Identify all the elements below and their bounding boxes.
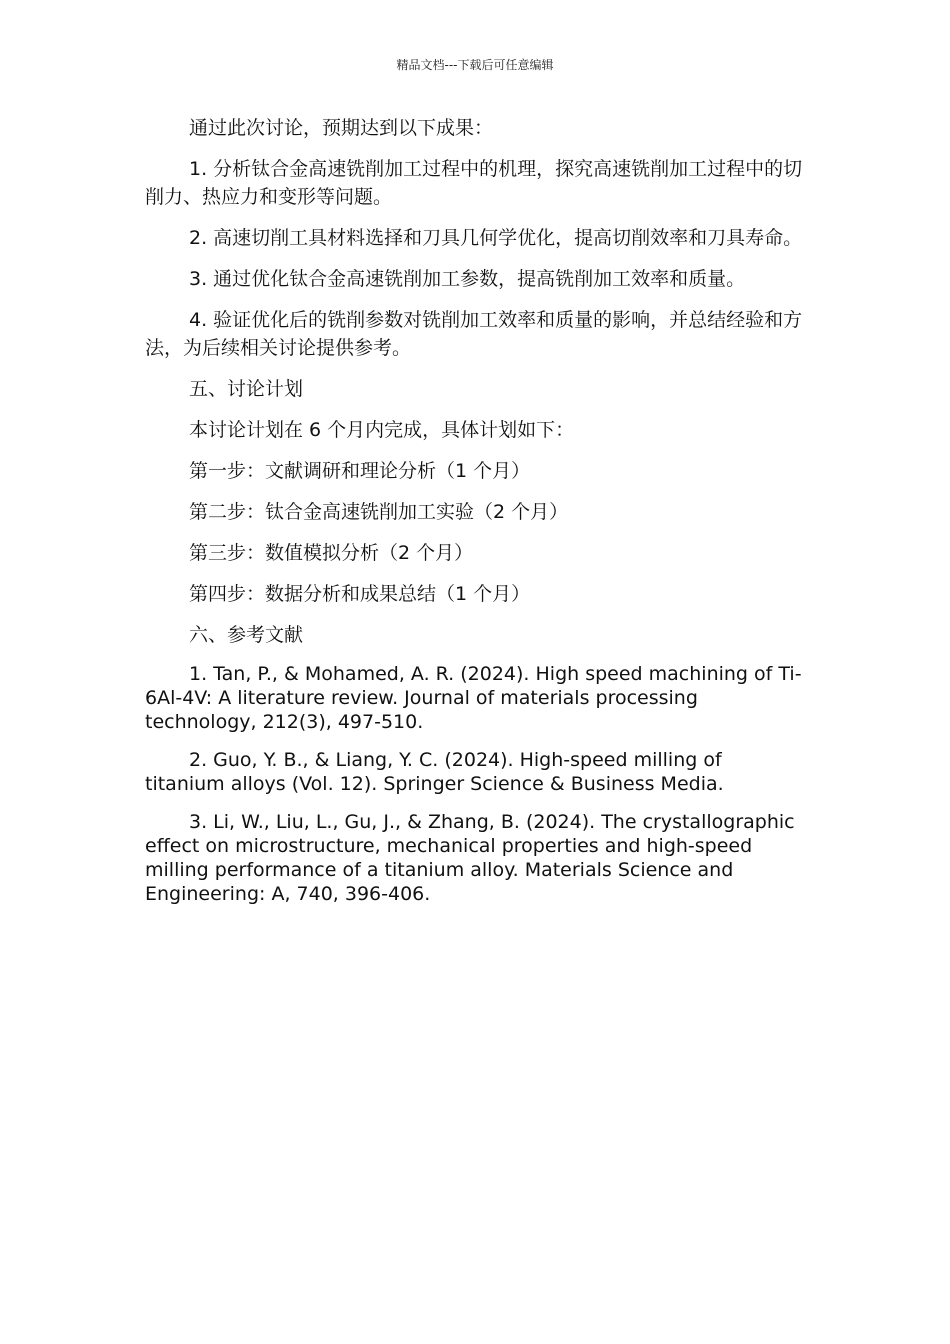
page-header: 精品文档---下载后可任意编辑 bbox=[396, 58, 554, 72]
section-heading-references: 六、参考文献 bbox=[189, 624, 304, 646]
document-body bbox=[145, 114, 805, 920]
reference-2: 2. Guo, Y. B., & Liang, Y. C. (2024). High-speed milling of titanium alloys (Vol. 12). Springer Science & Business Media. bbox=[145, 749, 724, 795]
plan-step-4: 第四步：数据分析和成果总结（1 个月） bbox=[189, 583, 531, 605]
outcome-item-2: 2. 高速切削工具材料选择和刀具几何学优化，提高切削效率和刀具寿命。 bbox=[189, 227, 803, 249]
reference-3: 3. Li, W., Liu, L., Gu, J., & Zhang, B. (2024). The crystallographic effect on microstructure, mechanical properties and high-speed milling performance of a titanium alloy. Materials Science and Engineering: A, 740, 396-406. bbox=[145, 811, 795, 905]
plan-step-1: 第一步：文献调研和理论分析（1 个月） bbox=[189, 460, 531, 482]
outcome-item-3: 3. 通过优化钛合金高速铣削加工参数，提高铣削加工效率和质量。 bbox=[189, 268, 746, 290]
outcome-item-4: 4. 验证优化后的铣削参数对铣削加工效率和质量的影响，并总结经验和方法，为后续相关讨论提供参考。 bbox=[145, 309, 803, 359]
reference-1: 1. Tan, P., & Mohamed, A. R. (2024). High speed machining of Ti-6Al-4V: A literature review. Journal of materials processing technology, 212(3), 497-510. bbox=[145, 663, 802, 733]
plan-step-3: 第三步：数值模拟分析（2 个月） bbox=[189, 542, 474, 564]
intro-paragraph: 通过此次讨论，预期达到以下成果： bbox=[189, 117, 494, 139]
outcome-item-1: 1. 分析钛合金高速铣削加工过程中的机理，探究高速铣削加工过程中的切削力、热应力和变形等问题。 bbox=[145, 158, 803, 208]
plan-step-2: 第二步：钛合金高速铣削加工实验（2 个月） bbox=[189, 501, 569, 523]
section-heading-plan: 五、讨论计划 bbox=[189, 378, 304, 400]
plan-summary: 本讨论计划在 6 个月内完成，具体计划如下： bbox=[189, 419, 575, 441]
